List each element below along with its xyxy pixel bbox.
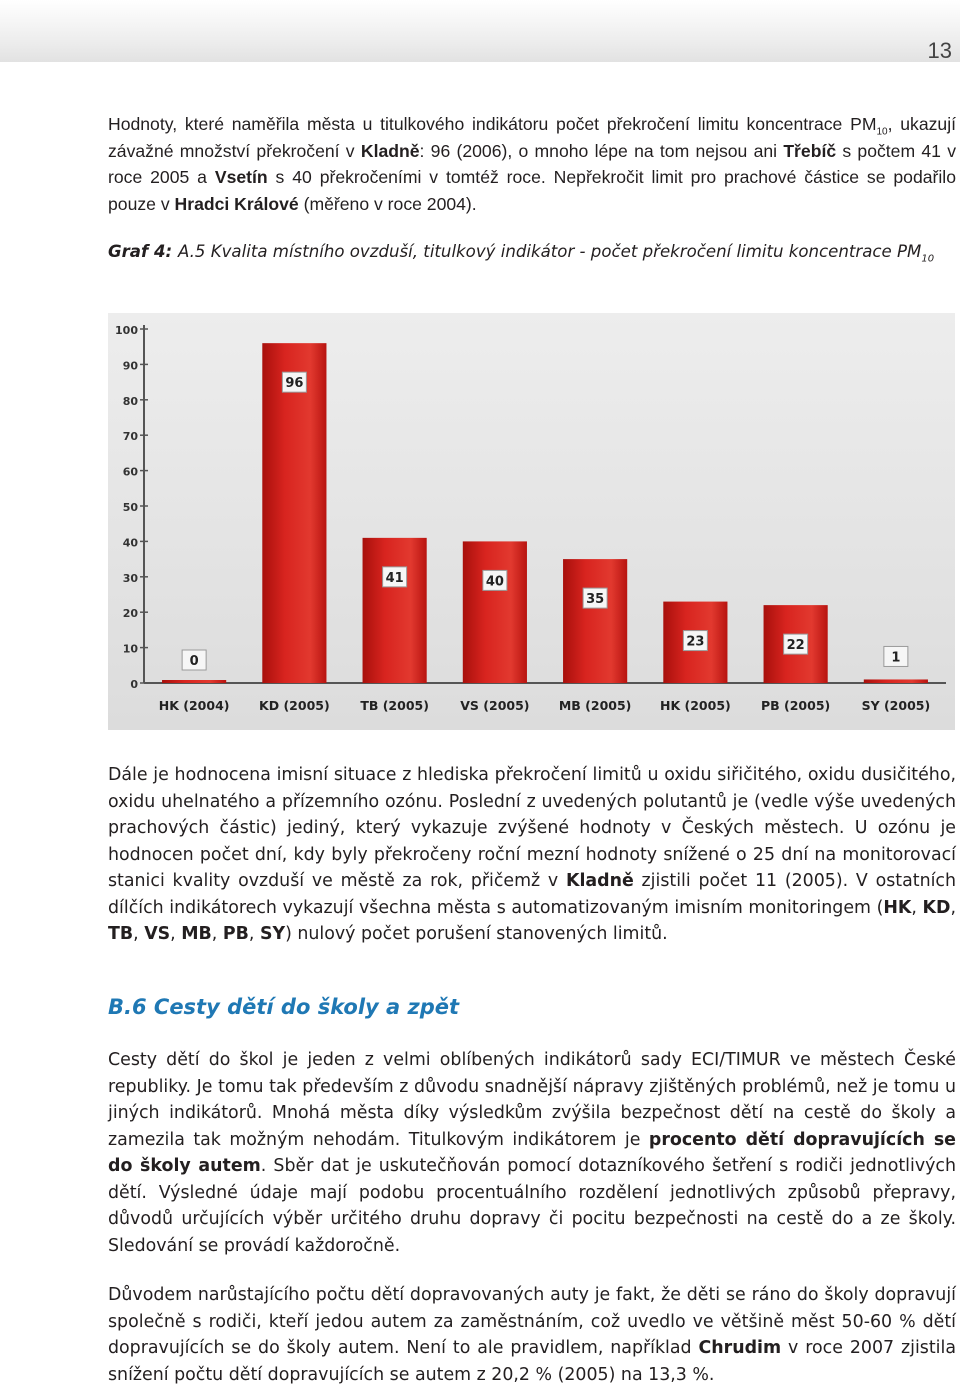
data-label: 1 (891, 650, 901, 666)
chart-background (108, 313, 955, 730)
y-tick-label: 20 (122, 607, 138, 621)
bar-chart-svg (108, 313, 955, 730)
car-transport-paragraph: Důvodem narůstajícího počtu dětí dopravovaných auty je fakt, že děti se ráno do školy dopravují společně s rodiči, kteří jedou autem za zaměstnáním, což uvedlo ve většině měst 50-60 % dětí dopravujících se do školy autem. Není to ale pravidlem, například Chrudim v roce 2007 zjistila snížení počtu dětí dopravujících se autem z 20,2 % (2005) na 13,3 %. (108, 1285, 956, 1385)
x-tick-label: PB (2005) (760, 698, 831, 713)
city-code: VS (144, 924, 171, 944)
school-trips-paragraph: Cesty dětí do škol je jeden z velmi oblíbených indikátorů sady ECI/TIMUR ve městech České republiky. Je tomu tak především z důvodu snadnější nápravy zjištěných problémů, než je tomu u jiných indikátorů. Mnohá města díky výsledkům zvýšila bezpečnost dětí na cestě do školy a zamezila tak možným nehodám. Titulkovým indikátorem je procento dětí dopravujících se do školy autem. Sběr dat je uskutečňován pomocí dotazníkového šetření s rodiči jednotlivých dětí. Výsledné údaje mají podobu procentuálního rozdělení jednotlivých způsobů přepravy, důvodů určujících výběr určitého druhu dopravy či pocitu bezpečnosti na cestě do a ze školy. Sledování se provádí každoročně. (108, 1050, 956, 1256)
x-tick-label: VS (2005) (460, 698, 530, 713)
data-label: 41 (385, 570, 404, 586)
section-heading: B.6 Cesty dětí do školy a zpět (108, 995, 460, 1019)
x-tick-label: KD (2005) (259, 698, 330, 713)
y-tick-label: 50 (122, 501, 138, 514)
page-header-band (0, 0, 960, 62)
data-label: 40 (485, 574, 504, 590)
y-tick-label: 0 (130, 678, 138, 691)
data-label: 35 (586, 592, 605, 608)
city-code: PB (222, 924, 249, 944)
city-code: TB (108, 924, 134, 944)
pollutants-paragraph: Dále je hodnocena imisní situace z hlediska překročení limitů u oxidu siřičitého, oxidu dusičitého, oxidu uhelnatého a přízemního ozónu. Poslední z uvedených polutantů je (vedle výše uvedených prachových částic) jediný, který vykazuje zvýšené hodnoty v Českých městech. U ozónu je hodnocen počet dní, kdy byly překročeny roční mezní hodnoty snížené o 25 dní na monitorovací stanici kvality ovzduší ve městě za rok, přičemž v Kladně zjistili počet 11 (2005). V ostatních dílčích indikátorech vykazují všechna města s automatizovaným imisním monitoringem (HK, KD, TB, VS, MB, PB, SY) nulový počet porušení stanovených limitů. (108, 765, 957, 944)
intro-paragraph: Hodnoty, které naměřila města u titulkového indikátoru počet překročení limitu koncentrace $PM_{10}$, ukazují závažné množství překročení v Kladně: 96 (2006), o mnoho lépe na tom nejsou ani Třebíč s počtem 41 v roce 2005 a Vsetín s 40 překročeními v tomtéž roce. Nepřekročit limit pro prachové částice se podařilo pouze v Hradci Králové (měřeno v roce 2004). (108, 114, 956, 214)
data-label: 22 (786, 638, 805, 654)
city-code: KD (922, 897, 951, 918)
bar (563, 559, 627, 683)
city-code: HK (883, 897, 912, 918)
data-label: 96 (285, 376, 304, 392)
bar (864, 679, 928, 683)
y-tick-label: 90 (122, 359, 138, 373)
data-label: 0 (189, 654, 199, 669)
x-tick-label: MB (2005) (558, 698, 632, 713)
y-tick-label: 70 (122, 430, 138, 444)
caption-label: Graf 4: (108, 242, 178, 261)
x-tick-label: SY (2005) (861, 698, 931, 713)
city-code: MB (181, 924, 212, 944)
y-tick-label: 100 (115, 324, 138, 337)
x-tick-label: HK (2005) (660, 698, 731, 713)
bar (363, 538, 427, 683)
bar-chart (108, 313, 955, 730)
city-code: SY (259, 924, 286, 944)
bar (262, 343, 326, 683)
page-number: 13 (927, 38, 952, 63)
y-tick-label: 60 (122, 465, 138, 479)
y-tick-label: 80 (122, 394, 138, 408)
chart-caption: Graf 4: A.5 Kvalita místního ovzduší, titulkový indikátor - počet překročení limitu koncentrace $PM_{10}$ (108, 242, 935, 265)
city-codes: HK, KD, TB, VS, MB, PB, SY (108, 897, 956, 944)
bar (463, 541, 527, 683)
y-tick-label: 40 (122, 536, 138, 550)
y-tick-label: 10 (122, 642, 138, 656)
bar (162, 680, 226, 683)
x-tick-label: TB (2005) (360, 698, 429, 713)
y-tick-label: 30 (122, 571, 138, 585)
data-label: 23 (686, 634, 705, 650)
x-tick-label: HK (2004) (158, 698, 230, 713)
